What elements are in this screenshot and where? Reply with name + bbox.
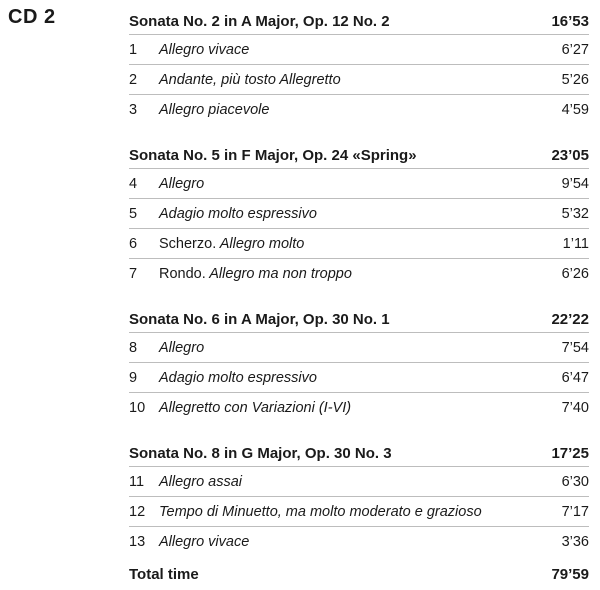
track-duration: 6’30 <box>561 473 589 490</box>
track-title <box>159 340 539 356</box>
track-title-text: Allegro vivace <box>159 533 250 550</box>
track-title <box>159 102 539 118</box>
track-duration: 5’32 <box>561 205 589 222</box>
track-number: 13 <box>129 533 146 550</box>
track-number: 6 <box>129 235 138 252</box>
sonata-section <box>129 0 589 124</box>
track-duration: 6’47 <box>561 369 589 386</box>
track-title-text: Allegro molto <box>219 235 305 252</box>
track-duration: 4’59 <box>561 101 589 118</box>
track-duration: 5’26 <box>561 71 589 88</box>
track-title <box>159 72 539 88</box>
total-time-value: 79’59 <box>551 566 589 583</box>
track-title <box>159 474 539 490</box>
total-time-row <box>129 566 589 583</box>
track-duration: 7’54 <box>561 339 589 356</box>
track-duration: 3’36 <box>561 533 589 550</box>
track-number: 7 <box>129 265 138 282</box>
track-row <box>129 64 589 94</box>
track-row <box>129 258 589 288</box>
track-title-text: Allegro <box>159 175 205 192</box>
track-title-prefix: Scherzo. <box>159 235 217 252</box>
track-title-text: Allegro piacevole <box>159 101 270 118</box>
track-number: 8 <box>129 339 138 356</box>
track-duration: 7’17 <box>561 503 589 520</box>
track-title <box>159 504 539 520</box>
tracklist <box>129 0 589 566</box>
track-number: 5 <box>129 205 138 222</box>
track-number: 3 <box>129 101 138 118</box>
sonata-duration: 23’05 <box>551 147 589 164</box>
track-duration: 6’27 <box>561 41 589 58</box>
sonata-title: Sonata No. 2 in A Major, Op. 12 No. 2 <box>129 13 390 30</box>
track-title <box>159 206 539 222</box>
track-number: 2 <box>129 71 138 88</box>
sonata-header <box>129 134 589 168</box>
track-row <box>129 362 589 392</box>
track-title <box>159 400 539 416</box>
track-row <box>129 392 589 422</box>
track-title-text: Allegro vivace <box>159 41 250 58</box>
track-title-text: Adagio molto espressivo <box>159 205 317 222</box>
track-number: 12 <box>129 503 146 520</box>
track-number: 9 <box>129 369 138 386</box>
track-title-text: Allegro ma non troppo <box>209 265 352 282</box>
track-title <box>159 236 539 252</box>
track-title-text: Allegretto con Variazioni (I-VI) <box>159 399 352 416</box>
sonata-header <box>129 298 589 332</box>
track-title <box>159 534 539 550</box>
track-row <box>129 198 589 228</box>
sonata-duration: 16’53 <box>551 13 589 30</box>
track-duration: 1’11 <box>562 235 589 252</box>
sonata-title: Sonata No. 6 in A Major, Op. 30 No. 1 <box>129 311 390 328</box>
track-title <box>159 266 539 282</box>
track-row <box>129 228 589 258</box>
track-number: 11 <box>129 473 145 490</box>
sonata-header <box>129 432 589 466</box>
track-row <box>129 526 589 556</box>
track-title-prefix: Rondo. <box>159 265 206 282</box>
track-title-text: Andante, più tosto Allegretto <box>159 71 341 88</box>
track-number: 4 <box>129 175 138 192</box>
track-title <box>159 42 539 58</box>
track-row <box>129 94 589 124</box>
track-title-text: Allegro assai <box>159 473 243 490</box>
track-title-text: Tempo di Minuetto, ma molto moderato e grazioso <box>159 503 482 520</box>
sonata-section <box>129 134 589 288</box>
track-row <box>129 496 589 526</box>
track-title <box>159 370 539 386</box>
track-title-text: Allegro <box>159 339 205 356</box>
track-title <box>159 176 539 192</box>
sonata-duration: 22’22 <box>551 311 589 328</box>
sonata-duration: 17’25 <box>551 445 589 462</box>
track-row <box>129 332 589 362</box>
sonata-title: Sonata No. 5 in F Major, Op. 24 «Spring» <box>129 147 417 164</box>
sonata-section <box>129 432 589 556</box>
total-time-label: Total time <box>129 566 199 583</box>
track-title-text: Adagio molto espressivo <box>159 369 317 386</box>
cd-label: CD 2 <box>8 6 56 28</box>
track-duration: 7’40 <box>561 399 589 416</box>
track-row <box>129 466 589 496</box>
sonata-title: Sonata No. 8 in G Major, Op. 30 No. 3 <box>129 445 392 462</box>
track-number: 1 <box>129 41 138 58</box>
track-row <box>129 34 589 64</box>
track-row <box>129 168 589 198</box>
track-duration: 6’26 <box>561 265 589 282</box>
track-duration: 9’54 <box>561 175 589 192</box>
sonata-section <box>129 298 589 422</box>
track-number: 10 <box>129 399 146 416</box>
sonata-header <box>129 0 589 34</box>
